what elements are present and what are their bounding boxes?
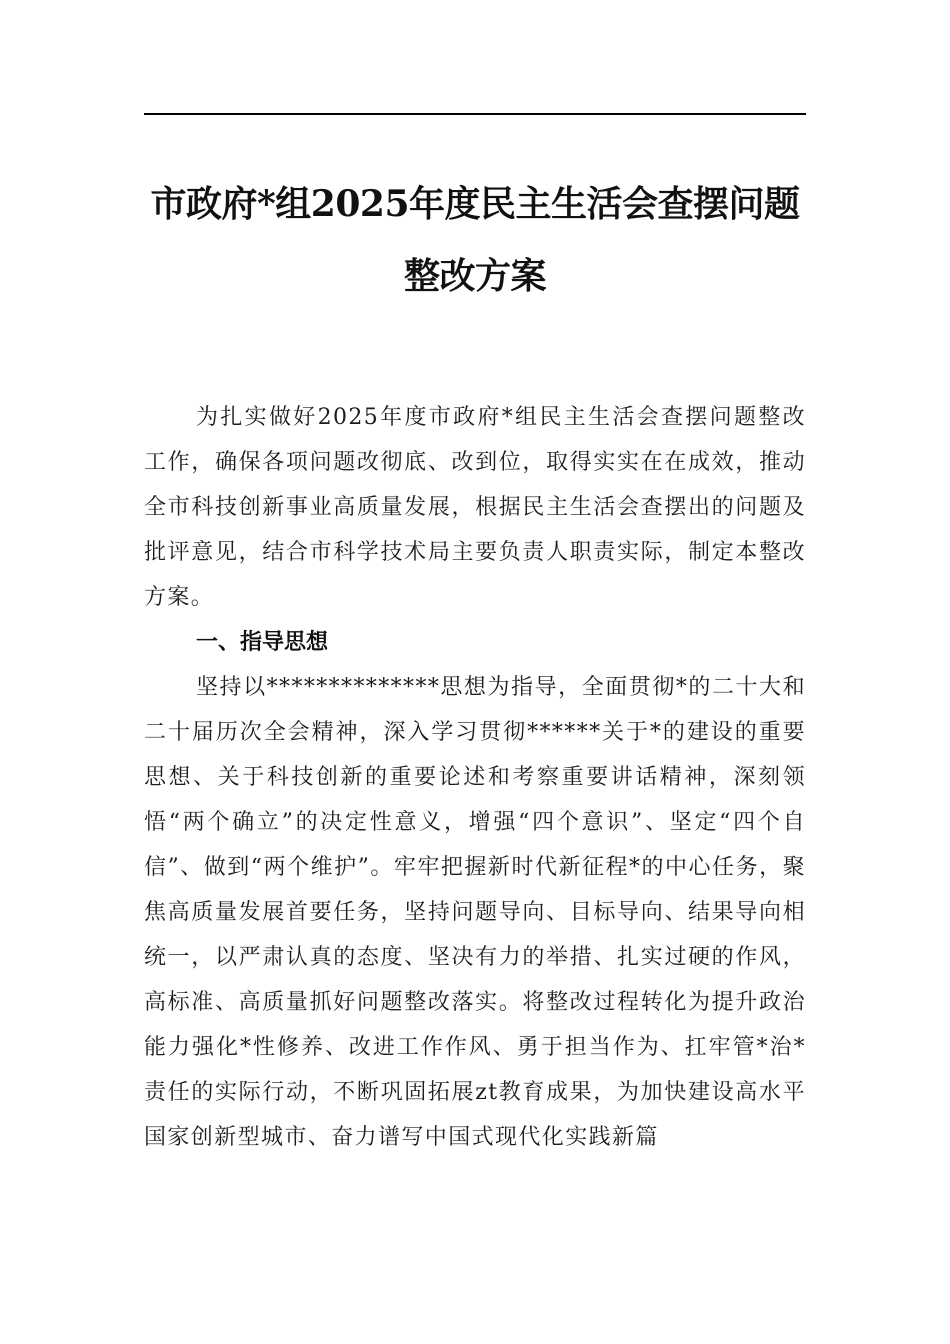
header-rule: [144, 113, 806, 115]
section-paragraph-guiding-ideology: 坚持以**************思想为指导，全面贯彻*的二十大和二十届历次全会精神，深入学习贯彻******关于*的建设的重要思想、关于科技创新的重要论述和考察重要讲话精神，深刻领悟“两个确立”的决定性意义，增强“四个意识”、坚定“四个自信”、做到“两个维护”。牢牢把握新时代新征程*的中心任务，聚焦高质量发展首要任务，坚持问题导向、目标导向、结果导向相统一，以严肃认真的态度、坚决有力的举措、扎实过硬的作风，高标准、高质量抓好问题整改落实。将整改过程转化为提升政治能力强化*性修养、改进工作作风、勇于担当作为、扛牢管*治*责任的实际行动，不断巩固拓展zt教育成果，为加快建设高水平国家创新型城市、奋力谱写中国式现代化实践新篇: [144, 675, 806, 1150]
intro-paragraph: 为扎实做好2025年度市政府*组民主生活会查摆问题整改工作，确保各项问题改彻底、改到位，取得实实在在成效，推动全市科技创新事业高质量发展，根据民主生活会查摆出的问题及批评意见，结合市科学技术局主要负责人职责实际，制定本整改方案。: [144, 405, 806, 610]
document-body: [144, 395, 806, 1160]
section-heading-guiding-ideology: 一、指导思想: [196, 630, 329, 655]
title-line-1: 市政府*组2025年度民主生活会查摆问题: [150, 183, 800, 225]
document-title: [144, 168, 806, 312]
title-line-2: 整改方案: [403, 255, 546, 297]
